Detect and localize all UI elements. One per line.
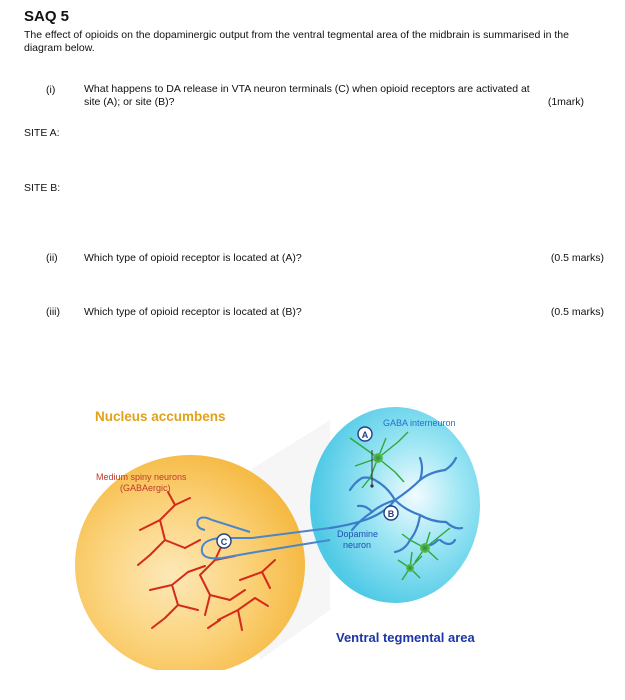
question-1-number: (i) [46,84,56,96]
opioid-pathway-diagram [0,390,625,670]
page-title: SAQ 5 [24,8,70,25]
question-2-marks: (0.5 marks) [550,252,604,264]
msn-label-line2: (GABAergic) [120,483,171,493]
site-a-marker [358,427,372,441]
dopamine-neuron-label-line1: Dopamine [337,529,379,539]
dopamine-neuron-label-line2: neuron [343,540,372,550]
vta-label: Ventral tegmental area [336,630,475,645]
gaba-soma-a [373,453,383,463]
intro-text: The effect of opioids on the dopaminergic output from the ventral tegmental area of the midbrain is summarised in the diagram below. [24,29,569,54]
question-2-number: (ii) [46,252,58,264]
site-b-marker-label: B [387,509,395,519]
nucleus-accumbens-region [75,455,305,670]
site-c-marker [217,534,231,548]
nucleus-accumbens-label: Nucleus accumbens [95,409,226,424]
question-3-text: Which type of opioid receptor is located at (B)? [84,306,302,318]
gaba-soma-c [406,564,414,572]
question-1-text-line1: What happens to DA release in VTA neuron terminals (C) when opioid receptors are activated at [84,83,530,95]
site-a-label: SITE A: [24,127,60,139]
question-3-marks: (0.5 marks) [550,306,604,318]
site-a-marker-label: A [361,430,369,440]
msn-label-line1: Medium spiny neurons [96,472,187,482]
site-b-marker [384,506,398,520]
gaba-interneuron-label: GABA interneuron [383,418,456,428]
question-3-number: (iii) [46,306,60,318]
gaba-soma-b [420,543,430,553]
vta-region [310,407,480,603]
site-c-marker-label: C [220,537,228,547]
question-1-marks: (1mark) [547,96,584,108]
gaba-terminal-a [370,484,373,487]
question-2-text: Which type of opioid receptor is located at (A)? [84,252,302,264]
site-b-label: SITE B: [24,182,61,194]
question-1-text-line2: site (A); or site (B)? [84,96,175,108]
